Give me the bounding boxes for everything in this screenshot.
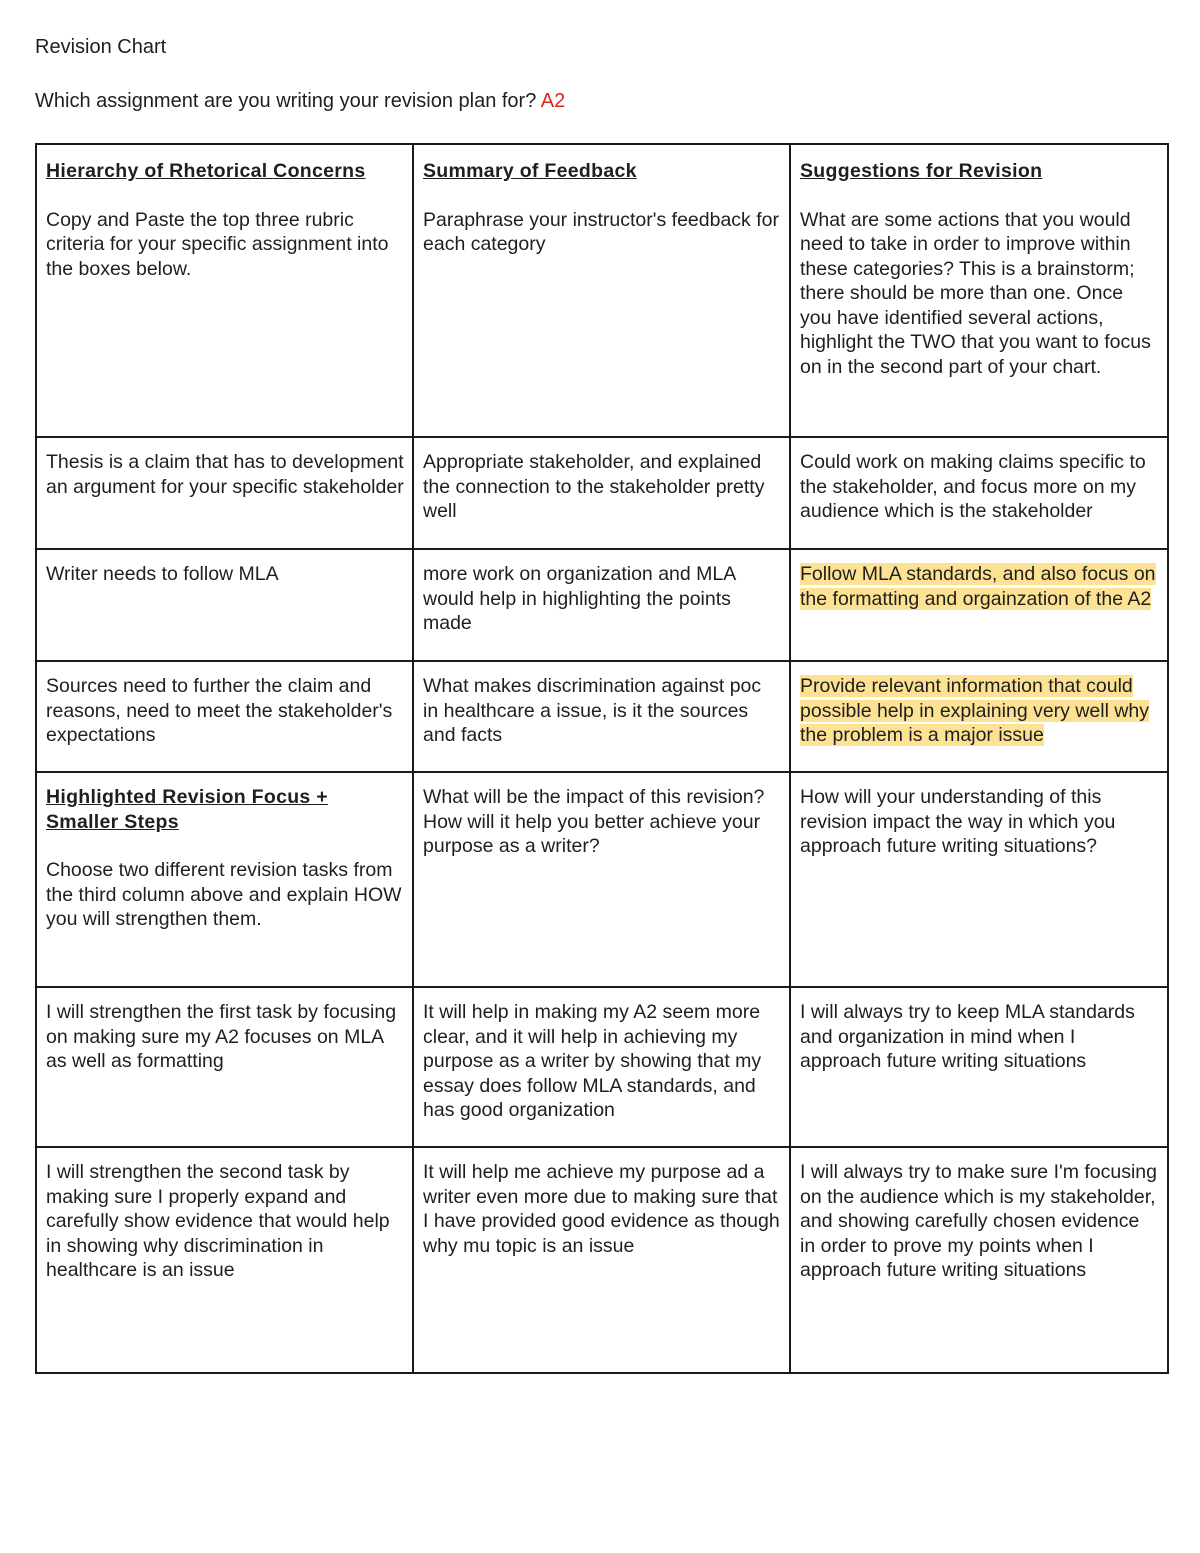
- focus-header-row: [36, 772, 1168, 987]
- table-row: [36, 437, 1168, 549]
- table-cell[interactable]: Thesis is a claim that has to development an argument for your specific stakeholder: [36, 437, 413, 549]
- table-header-row: [36, 144, 1168, 437]
- table-cell[interactable]: I will strengthen the first task by focusing on making sure my A2 focuses on MLA as well as formatting: [36, 987, 413, 1147]
- question-answer: A2: [540, 90, 566, 112]
- table-cell[interactable]: It will help in making my A2 seem more clear, and it will help in achieving my purpose as a writer by showing that my essay does follow MLA standards, and has good organization: [413, 987, 790, 1147]
- table-cell[interactable]: I will strengthen the second task by making sure I properly expand and carefully show evidence that would help in showing why discrimination in healthcare is an issue: [36, 1147, 413, 1373]
- table-cell[interactable]: Sources need to further the claim and reasons, need to meet the stakeholder's expectations: [36, 661, 413, 772]
- highlighted-text[interactable]: Provide relevant information that could possible help in explaining very well why the problem is a major issue: [800, 675, 1150, 746]
- table-cell[interactable]: It will help me achieve my purpose ad a writer even more due to making sure that I have provided good evidence as though why mu topic is an issue: [413, 1147, 790, 1373]
- table-row: [36, 1147, 1168, 1373]
- impact-question-cell: What will be the impact of this revision? How will it help you better achieve your purpose as a writer?: [413, 772, 790, 987]
- column-heading: Summary of Feedback: [423, 160, 637, 182]
- column-instructions: Paraphrase your instructor's feedback for each category: [423, 208, 779, 255]
- assignment-question: [35, 90, 565, 113]
- table-cell[interactable]: Could work on making claims specific to the stakeholder, and focus more on my audience which is the stakeholder: [790, 437, 1168, 549]
- table-cell[interactable]: more work on organization and MLA would help in highlighting the points made: [413, 549, 790, 661]
- column-heading: Suggestions for Revision: [800, 160, 1043, 182]
- table-cell[interactable]: I will always try to keep MLA standards and organization in mind when I approach future writing situations: [790, 987, 1168, 1147]
- focus-header-cell: [36, 772, 413, 987]
- table-cell[interactable]: I will always try to make sure I'm focusing on the audience which is my stakeholder, and showing carefully chosen evidence in order to prove my points when I approach future writing situations: [790, 1147, 1168, 1373]
- column-instructions: What are some actions that you would need to take in order to improve within these categories? This is a brainstorm; there should be more than one. Once you have identified several actions, highlight the TWO that you want to focus on in the second part of your chart.: [800, 208, 1151, 378]
- table-cell-highlighted[interactable]: [790, 661, 1168, 772]
- future-question-cell: How will your understanding of this revision impact the way in which you approach future writing situations?: [790, 772, 1168, 987]
- table-cell[interactable]: Writer needs to follow MLA: [36, 549, 413, 661]
- document-title: Revision Chart: [35, 36, 167, 58]
- question-label: Which assignment are you writing your revision plan for?: [35, 90, 537, 112]
- focus-heading: Highlighted Revision Focus + Smaller Steps: [46, 786, 328, 833]
- revision-chart-table: [35, 143, 1169, 1374]
- table-row: [36, 987, 1168, 1147]
- highlighted-text[interactable]: Follow MLA standards, and also focus on the formatting and orgainzation of the A2: [800, 563, 1156, 610]
- header-cell-concerns: [36, 144, 413, 437]
- column-heading: Hierarchy of Rhetorical Concerns: [46, 160, 366, 182]
- column-instructions: Copy and Paste the top three rubric criteria for your specific assignment into the boxes below.: [46, 208, 389, 280]
- table-cell[interactable]: What makes discrimination against poc in healthcare a issue, is it the sources and facts: [413, 661, 790, 772]
- header-cell-suggestions: [790, 144, 1168, 437]
- header-cell-feedback: [413, 144, 790, 437]
- table-row: [36, 549, 1168, 661]
- table-cell[interactable]: Appropriate stakeholder, and explained the connection to the stakeholder pretty well: [413, 437, 790, 549]
- table-row: [36, 661, 1168, 772]
- table-cell-highlighted[interactable]: [790, 549, 1168, 661]
- focus-instructions: Choose two different revision tasks from the third column above and explain HOW you will strengthen them.: [46, 859, 402, 930]
